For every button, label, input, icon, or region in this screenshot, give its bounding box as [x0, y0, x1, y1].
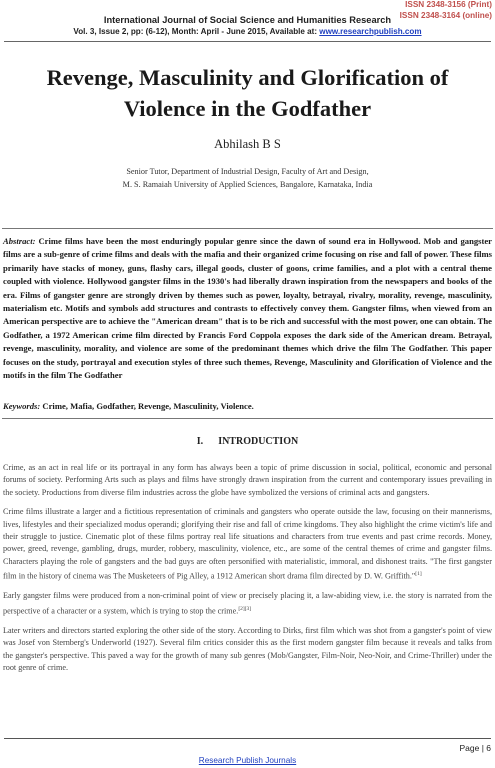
abstract-bottom-divider	[2, 418, 493, 419]
keywords-label: Keywords:	[3, 401, 41, 411]
body-text	[3, 462, 492, 682]
paragraph-text: Crime films illustrate a larger and a fictitious representation of criminals and gangsters who operate outside the law, focusing on their mannerisms, lives, lifestyles and their specialized modus operandi; glorifying their rise and fall of crime kingdoms. They also highlight the crime victim's life and their struggle to justice. Cinematic plot of these films portray real life situations and characters from true events and past crime records. Money, power, greed, revenge, gambling, drugs, murder, robbery, masculinity, violence, etc., are some of the central themes of crime and gangster films. Characters playing the role of gangsters and the bad guys are often personified with materialistic, immoral, and dishonest traits. "The first gangster film in the history of cinema was The Musketeers of Pig Alley, a 1912 American short drama film directed by D. W. Griffith."	[3, 507, 492, 581]
volume-info	[0, 27, 495, 36]
keywords-text: Crime, Mafia, Godfather, Revenge, Masculinity, Violence.	[42, 401, 254, 411]
paragraph-text: Early gangster films were produced from a non-criminal point of view or precisely placing it, a law-abiding view, i.e. the story is narrated from the perspective of a character or a system, which is trying to stop the crime.	[3, 591, 492, 616]
abstract	[3, 235, 492, 382]
keywords	[3, 401, 492, 411]
paragraph	[3, 506, 492, 583]
paragraph	[3, 590, 492, 618]
journal-name: International Journal of Social Science and Humanities Research	[103, 15, 392, 25]
abstract-label: Abstract:	[3, 236, 36, 246]
section-number: I.	[196, 436, 204, 447]
affiliation-line-2: M. S. Ramaiah University of Applied Sciences, Bangalore, Karnataka, India	[122, 180, 373, 189]
footer-divider	[4, 738, 491, 739]
affiliation	[0, 165, 495, 191]
publisher-link[interactable]: Research Publish Journals	[198, 756, 297, 765]
citation-ref: [1]	[415, 571, 422, 578]
abstract-text: Crime films have been the most enduringly popular genre since the dawn of sound era in Hollywood. Mob and gangster films are a sub-genre of crime films and deals with the mafia and their organized crime focusing on rise and fall of power. These films primarily have stacks of money, guns, flashy cars, illegal goods, cluster of goons, crime families, and a plot with a central theme coupled with violence. Hollywood gangster films in the 1930's had liberally drawn inspiration from the newspapers and books of the era. Films of gangster genre are strongly driven by themes such as power, loyalty, betrayal, rivalry, morality, revenge, masculinity, materialism etc. Motifs and symbols add structures and contrasts to effectively convey them. Gangster films, when viewed from an American perspective are to achieve the "American dream" that is to be rich and successful with the most power, one can obtain. The Godfather, a 1972 American crime film directed by Francis Ford Coppola exposes the dark side of the American dream. Betrayal, revenge, masculinity, morality, and violence are some of the predominant themes which drive the film The Godfather. This paper focuses on the study, portrayal and execution styles of three such themes, Revenge, Masculinity and Glorification of Violence and the motifs in the film The Godfather	[3, 236, 492, 381]
author-name: Abhilash B S	[214, 137, 281, 151]
page-number: Page | 6	[459, 743, 491, 753]
paragraph: Crime, as an act in real life or its portrayal in any form has always been a topic of prime discussion in social, political, economic and personal forums of society. Performing Arts such as plays and films have strongly drawn inspiration from the current and contemporary issues prevailing in the society. Productions from diverse film industries across the globe have symbolized the versions of criminal acts and gangsters.	[3, 463, 492, 497]
citation-ref: [2][3]	[238, 605, 252, 612]
section-heading	[0, 436, 495, 447]
affiliation-line-1: Senior Tutor, Department of Industrial Design, Faculty of Art and Design,	[126, 167, 369, 176]
paragraph: Later writers and directors started exploring the other side of the story. According to Dirks, first film which was shot from a gangster's point of view was Josef von Sternberg's Underworld (1927). Several film critics consider this as the first modern gangster film because it reveals and talks from the gangster's perspective. This paved a way for the growth of many sub genres (Mob/Gangster, Film-Noir, Neo-Noir, and Crime-Thriller) under the root genre of crime.	[3, 625, 492, 673]
abstract-top-divider	[2, 228, 493, 229]
issn-print: ISSN 2348-3156 (Print)	[405, 0, 492, 9]
header-divider	[4, 41, 491, 42]
journal-url-link[interactable]: www.researchpublish.com	[319, 27, 422, 36]
volume-text: Vol. 3, Issue 2, pp: (6-12), Month: April - June 2015, Available at:	[73, 27, 318, 36]
section-title: INTRODUCTION	[218, 436, 299, 447]
issn-online: ISSN 2348-3164 (online)	[399, 10, 492, 20]
paper-title: Revenge, Masculinity and Glorification of Violence in the Godfather	[46, 65, 449, 121]
